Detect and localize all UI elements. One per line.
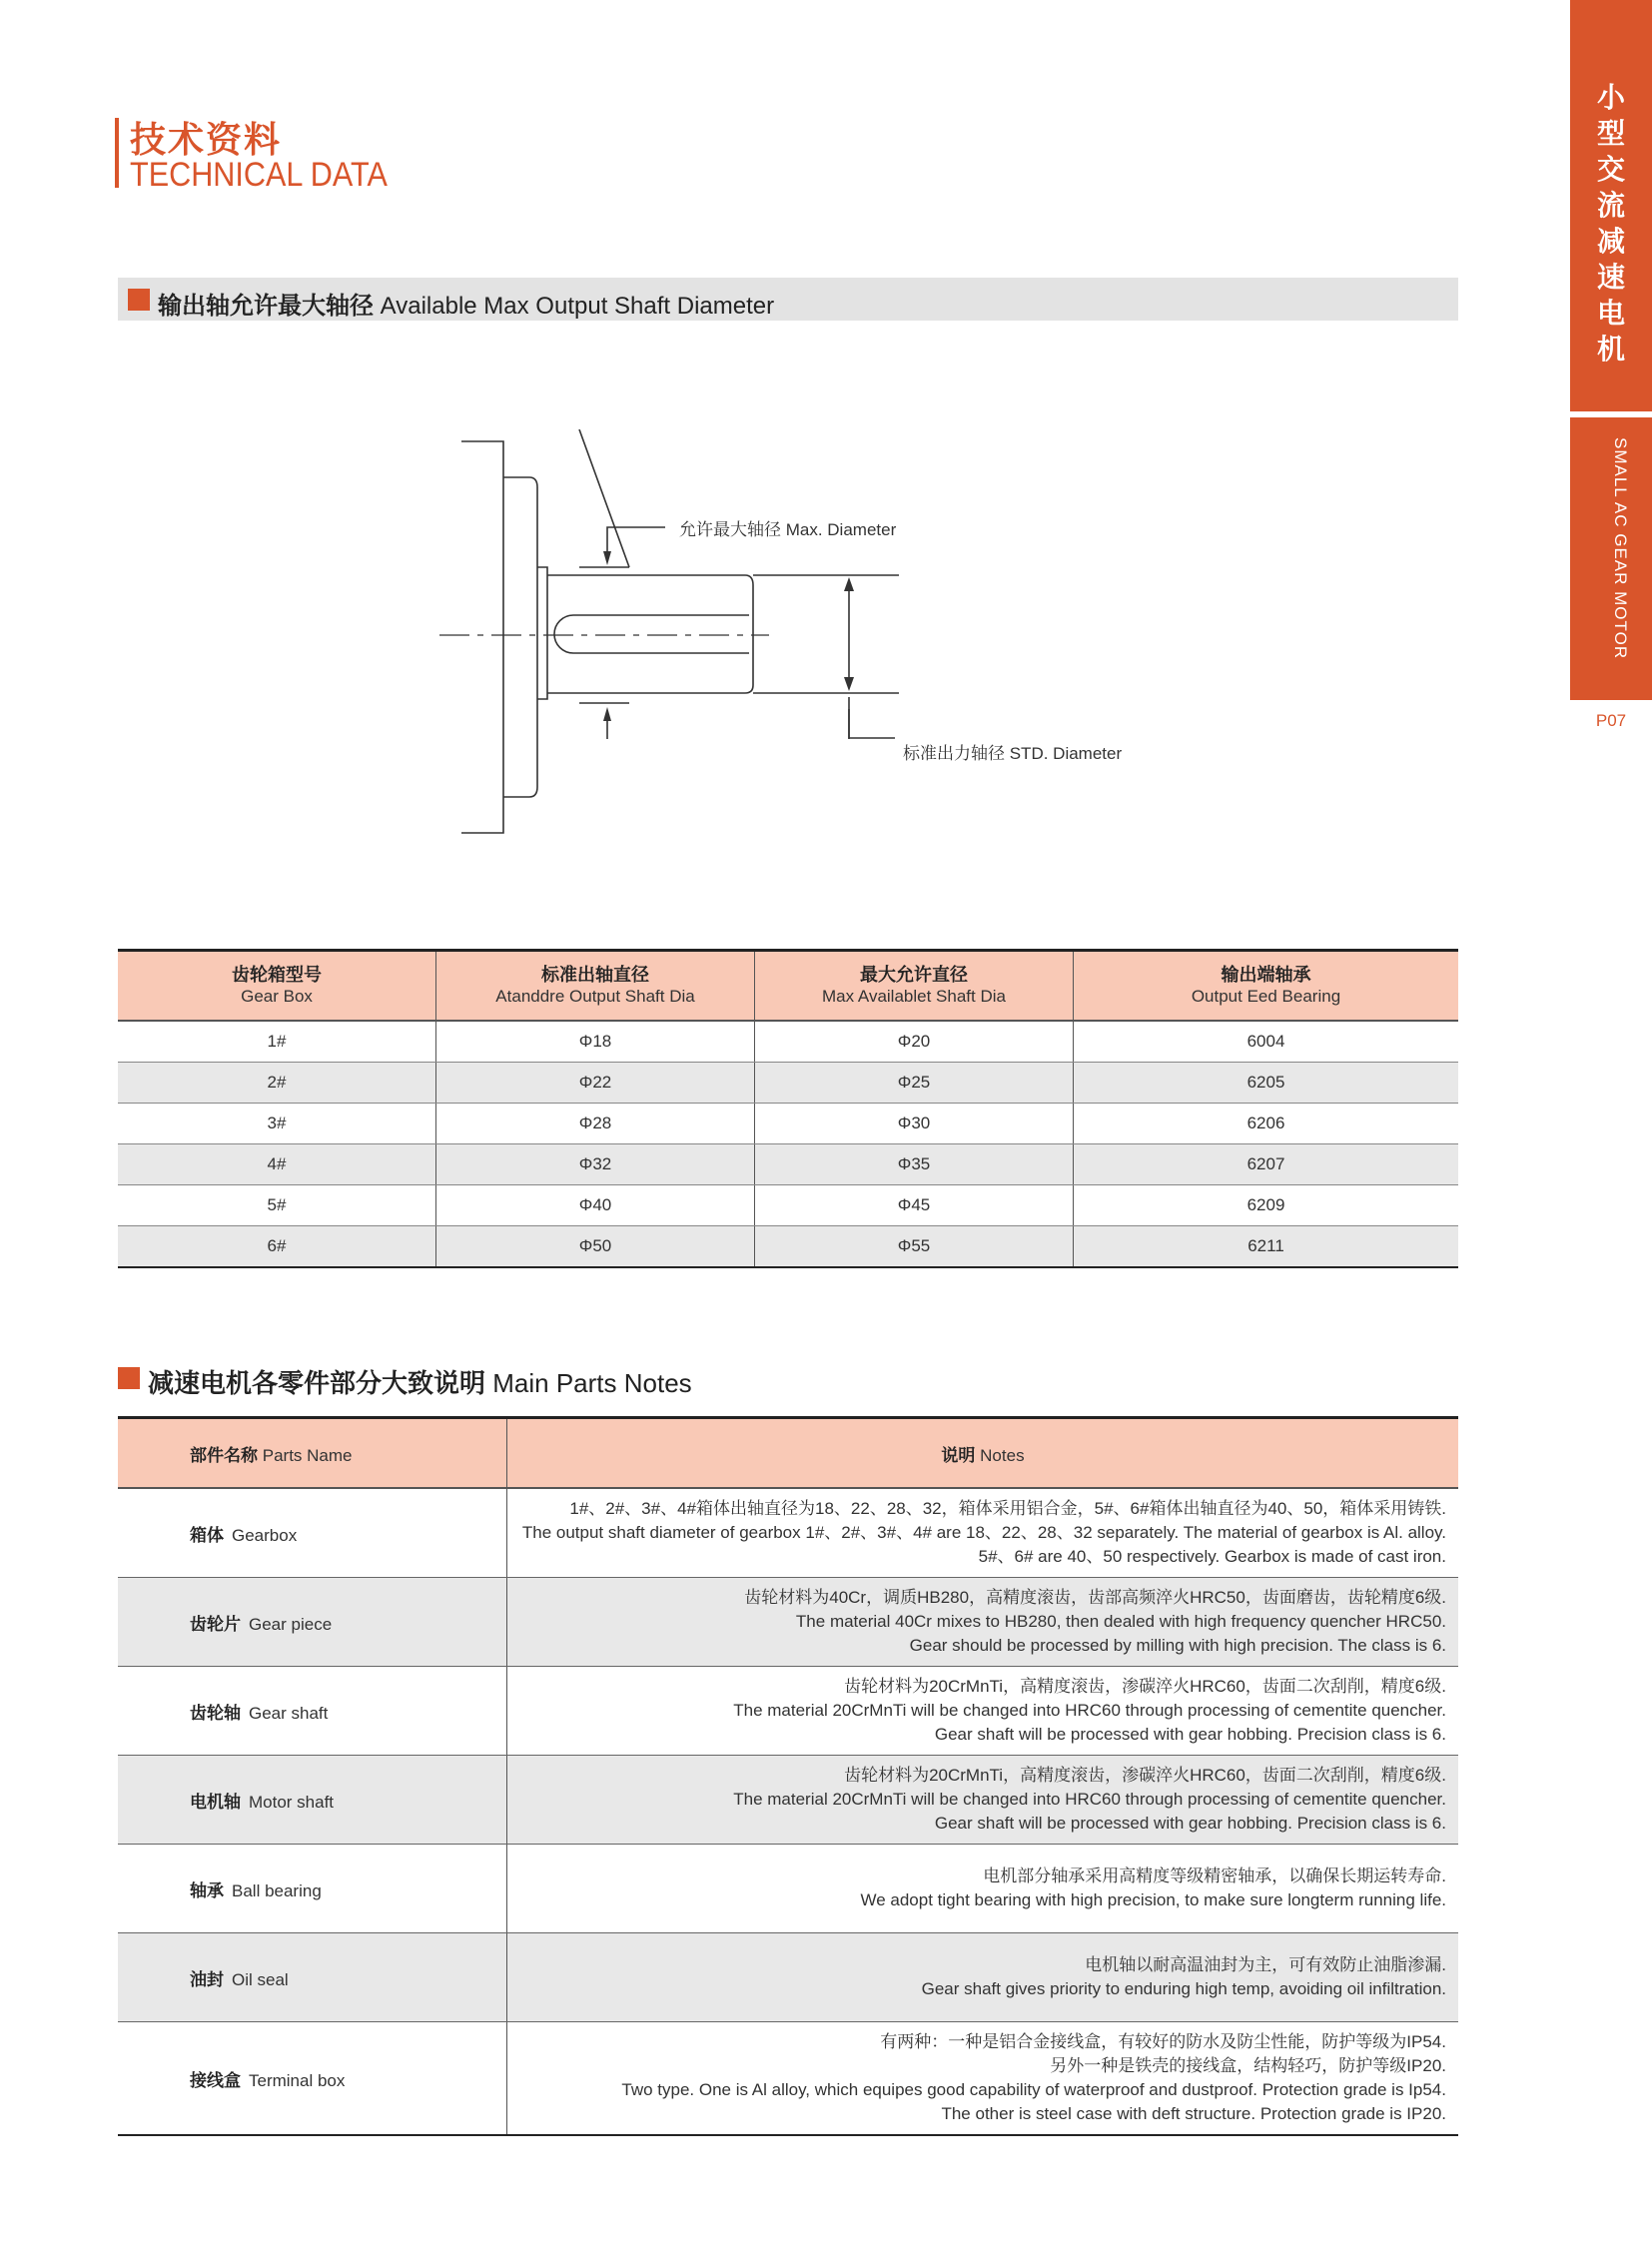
table-row: [118, 2022, 1458, 2136]
table-row: [118, 1185, 1458, 1226]
col-header-cn: 齿轮箱型号: [232, 965, 322, 985]
part-notes-cell: [507, 1667, 1459, 1756]
part-name-cell: [118, 1845, 507, 1933]
col-header: [755, 951, 1074, 1022]
col-header-parts-name: [118, 1418, 507, 1489]
col-header-en: Output Eed Bearing: [1191, 987, 1341, 1006]
side-tab-char: 小: [1596, 82, 1625, 113]
part-name-cell: [118, 1578, 507, 1667]
part-name-cn: 齿轮片: [190, 1614, 241, 1634]
part-note-line: Gear should be processed by milling with high precision. The class is 6.: [909, 1636, 1446, 1655]
section-heading-shaft: [118, 278, 1458, 321]
part-name-cn: 齿轮轴: [190, 1703, 241, 1723]
part-notes-cell: [507, 1845, 1459, 1933]
table-row: [118, 1933, 1458, 2022]
table-cell: Φ30: [755, 1104, 1074, 1144]
table-cell: Φ55: [755, 1226, 1074, 1268]
table-cell: 4#: [118, 1144, 436, 1185]
section-title-en: Main Parts Notes: [492, 1368, 692, 1398]
side-tab-char: 电: [1596, 298, 1625, 329]
col-header-en: Max Availablet Shaft Dia: [822, 987, 1006, 1006]
shaft-diameter-table: [118, 949, 1458, 1268]
col-header-en: Gear Box: [241, 987, 313, 1006]
section-marker-icon: [128, 289, 150, 311]
part-note-line: Gear shaft gives priority to enduring high temp, avoiding oil infiltration.: [921, 1979, 1446, 1998]
table-cell: 6209: [1074, 1185, 1459, 1226]
col-header: [118, 951, 436, 1022]
table-cell: 6004: [1074, 1021, 1459, 1063]
part-name-en: Oil seal: [232, 1969, 289, 1989]
part-name-en: Gear shaft: [249, 1703, 329, 1723]
part-name-cn: 油封: [190, 1969, 224, 1989]
table-cell: Φ50: [436, 1226, 755, 1268]
part-note-line: 5#、6# are 40、50 respectively. Gearbox is made of cast iron.: [978, 1547, 1446, 1566]
part-note-line: 齿轮材料为20CrMnTi，高精度滚齿，渗碳淬火HRC60，齿面二次刮削，精度6级.: [844, 1677, 1446, 1696]
part-name-en: Terminal box: [249, 2070, 346, 2090]
table-cell: Φ45: [755, 1185, 1074, 1226]
table-row: [118, 1667, 1458, 1756]
part-name-en: Motor shaft: [249, 1792, 335, 1812]
side-tab-cn: [1570, 0, 1652, 411]
part-note-line: 齿轮材料为20CrMnTi，高精度滚齿，渗碳淬火HRC60，齿面二次刮削，精度6级.: [844, 1766, 1446, 1785]
table-row: [118, 1226, 1458, 1268]
table-cell: Φ22: [436, 1063, 755, 1104]
part-note-line: We adopt tight bearing with high precision, to make sure longterm running life.: [860, 1890, 1446, 1909]
part-name-cn: 接线盒: [190, 2070, 241, 2090]
col-header-cn: 部件名称: [190, 1445, 258, 1465]
std-diameter-label: 标准出力轴径 STD. Diameter: [903, 744, 1123, 763]
part-notes-cell: [507, 1578, 1459, 1667]
col-header-cn: 说明: [941, 1445, 976, 1465]
page-number: P07: [1595, 711, 1627, 730]
side-tab-char: 交: [1596, 154, 1625, 185]
side-tab-char: 流: [1596, 190, 1625, 221]
side-tab-char: 机: [1596, 334, 1625, 365]
col-header: [436, 951, 755, 1022]
part-notes-cell: [507, 1756, 1459, 1845]
part-note-line: 有两种：一种是铝合金接线盒，有较好的防水及防尘性能，防护等级为IP54.: [880, 2032, 1446, 2051]
table-row: [118, 1578, 1458, 1667]
part-note-line: Gear shaft will be processed with gear hobbing. Precision class is 6.: [934, 1814, 1446, 1833]
table-cell: Φ20: [755, 1021, 1074, 1063]
page-title-en: TECHNICAL DATA: [130, 156, 388, 194]
part-note-line: The material 20CrMnTi will be changed into HRC60 through processing of cementite quencher.: [733, 1790, 1446, 1809]
section-title-cn: 输出轴允许最大轴径: [158, 293, 374, 320]
table-cell: 3#: [118, 1104, 436, 1144]
part-name-en: Gearbox: [232, 1525, 298, 1545]
table-row: [118, 1488, 1458, 1578]
table-cell: 6206: [1074, 1104, 1459, 1144]
part-name-cn: 轴承: [190, 1880, 224, 1900]
table-cell: Φ32: [436, 1144, 755, 1185]
part-note-line: 电机轴以耐高温油封为主，可有效防止油脂渗漏.: [1085, 1955, 1446, 1974]
col-header-cn: 最大允许直径: [860, 965, 968, 985]
part-name-cell: [118, 1488, 507, 1578]
table-cell: Φ35: [755, 1144, 1074, 1185]
table-row: [118, 1845, 1458, 1933]
col-header: [1074, 951, 1459, 1022]
side-tab-en-text: SMALL AC GEAR MOTOR: [1611, 437, 1630, 660]
part-name-en: Ball bearing: [232, 1880, 322, 1900]
part-note-line: The material 20CrMnTi will be changed into HRC60 through processing of cementite quencher.: [733, 1701, 1446, 1720]
col-header-en: Atanddre Output Shaft Dia: [495, 987, 695, 1006]
page-title-cn: 技术资料: [130, 119, 283, 160]
part-note-line: 另外一种是铁壳的接线盒，结构轻巧，防护等级IP20.: [1050, 2056, 1446, 2075]
table-header-row: [118, 951, 1458, 1022]
section-title-en: Available Max Output Shaft Diameter: [380, 293, 775, 320]
parts-notes-table: [118, 1416, 1458, 2136]
side-tab-cn-text: [1570, 80, 1652, 368]
col-header-cn: 输出端轴承: [1221, 965, 1311, 985]
part-name-cn: 箱体: [190, 1525, 224, 1545]
table-cell: Φ25: [755, 1063, 1074, 1104]
table-row: [118, 1021, 1458, 1063]
side-tab-char: 型: [1596, 118, 1625, 149]
shaft-diagram: [439, 429, 1199, 849]
max-diameter-label: 允许最大轴径 Max. Diameter: [679, 520, 897, 539]
col-header-en: Parts Name: [262, 1445, 353, 1465]
part-name-cell: [118, 1667, 507, 1756]
table-row: [118, 1104, 1458, 1144]
part-name-cell: [118, 1756, 507, 1845]
part-notes-cell: [507, 1488, 1459, 1578]
table-row: [118, 1144, 1458, 1185]
part-note-line: Gear shaft will be processed with gear hobbing. Precision class is 6.: [934, 1725, 1446, 1744]
table-cell: Φ28: [436, 1104, 755, 1144]
side-tab-char: 速: [1596, 262, 1625, 293]
part-name-en: Gear piece: [249, 1614, 333, 1634]
part-name-cn: 电机轴: [190, 1792, 241, 1812]
table-row: [118, 1756, 1458, 1845]
col-header-en: Notes: [980, 1445, 1025, 1465]
col-header-notes: [507, 1418, 1459, 1489]
part-note-line: The output shaft diameter of gearbox 1#、2#、3#、4# are 18、22、28、32 separately. The material of gearbox is Al. alloy.: [521, 1523, 1446, 1542]
header-accent-bar: [115, 118, 119, 188]
table-cell: Φ40: [436, 1185, 755, 1226]
table-row: [118, 1063, 1458, 1104]
part-name-cell: [118, 2022, 507, 2136]
part-note-line: The other is steel case with deft structure. Protection grade is IP20.: [941, 2104, 1446, 2123]
part-notes-cell: [507, 1933, 1459, 2022]
table-cell: Φ18: [436, 1021, 755, 1063]
table-cell: 6205: [1074, 1063, 1459, 1104]
part-note-line: Two type. One is Al alloy, which equipes good capability of waterproof and dustproof. Protection grade is Ip54.: [621, 2080, 1446, 2099]
side-tab-en: [1570, 417, 1652, 700]
table-cell: 1#: [118, 1021, 436, 1063]
col-header-cn: 标准出轴直径: [541, 965, 649, 985]
table-cell: 6#: [118, 1226, 436, 1268]
part-note-line: 齿轮材料为40Cr，调质HB280，高精度滚齿，齿部高频淬火HRC50，齿面磨齿，齿轮精度6级.: [744, 1588, 1446, 1607]
table-cell: 2#: [118, 1063, 436, 1104]
part-note-line: 1#、2#、3#、4#箱体出轴直径为18、22、28、32，箱体采用铝合金，5#、6#箱体出轴直径为40、50，箱体采用铸铁.: [569, 1499, 1446, 1518]
side-tab-char: 减: [1596, 226, 1625, 257]
table-cell: 6211: [1074, 1226, 1459, 1268]
table-cell: 5#: [118, 1185, 436, 1226]
table-cell: 6207: [1074, 1144, 1459, 1185]
part-notes-cell: [507, 2022, 1459, 2136]
part-note-line: The material 40Cr mixes to HB280, then dealed with high frequency quencher HRC50.: [795, 1612, 1446, 1631]
section-title-cn: 减速电机各零件部分大致说明: [148, 1368, 486, 1398]
part-name-cell: [118, 1933, 507, 2022]
part-note-line: 电机部分轴承采用高精度等级精密轴承，以确保长期运转寿命.: [983, 1867, 1446, 1885]
table-header-row: [118, 1418, 1458, 1489]
section-marker-icon: [118, 1367, 140, 1389]
